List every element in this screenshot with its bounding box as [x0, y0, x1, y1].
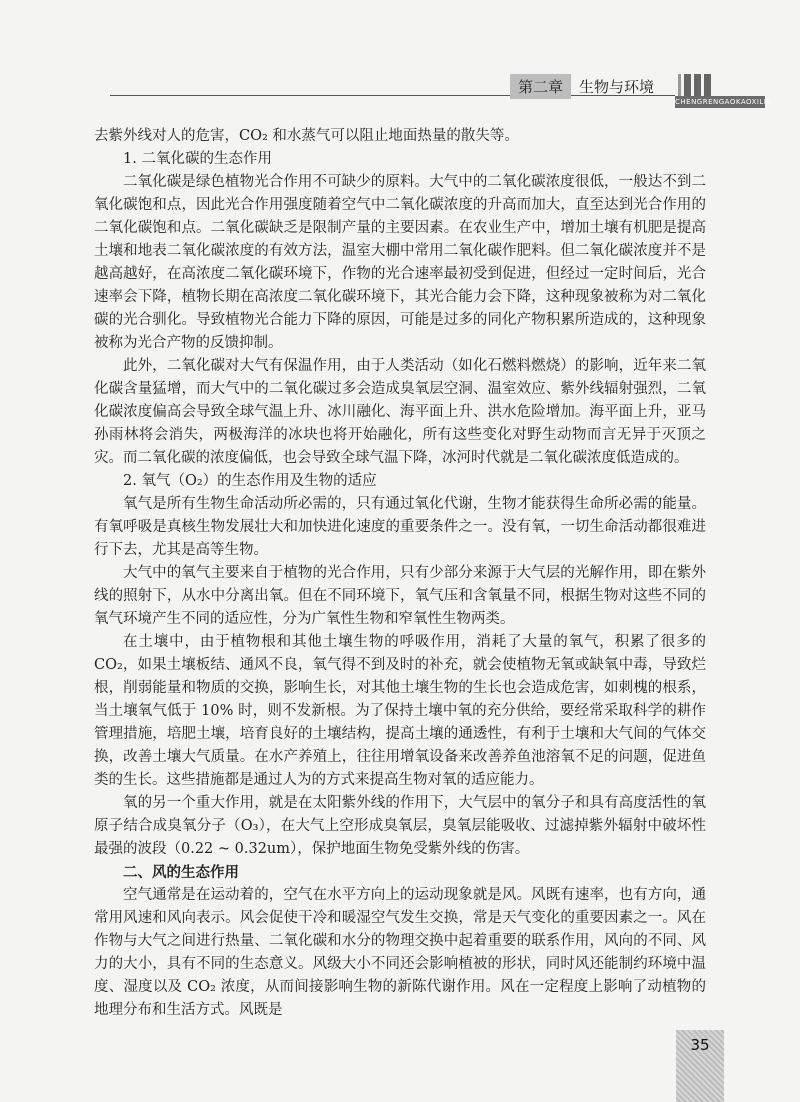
paragraph: 此外，二氧化碳对大气有保温作用，由于人类活动（如化石燃料燃烧）的影响，近年来二氧化碳含量猛增，而大气中的二氧化碳过多会造成臭氧层空洞、温室效应、紫外线辐射强烈，二氧化碳浓度偏高会导致全球气温上升、冰川融化、海平面上升、洪水危险增加。海平面上升，亚马孙雨林将会消失，两极海洋的冰块也将开始融化，所有这些变化对野生动物而言无异于灭顶之灾。而二氧化碳的浓度偏低，也会导致全球气温下降，冰河时代就是二氧化碳浓度低造成的。	[94, 358, 706, 466]
chapter-header	[510, 74, 654, 98]
section-heading: 1. 二氧化碳的生态作用	[123, 151, 272, 167]
paragraph: 在土壤中，由于植物根和其他土壤生物的呼吸作用，消耗了大量的氧气，积累了很多的 CO₂，如果土壤板结、通风不良，氧气得不到及时的补充，就会使植物无氧或缺氧中毒，导致烂根，削弱能量和物质的交换，影响生长，对其他土壤生物的生长也会造成危害，如刺槐的根系，当土壤氧气低于 10% 时，则不发新根。为了保持土壤中氧的充分供给，要经常采取科学的耕作管理措施，培肥土壤，培育良好的土壤结构，提高土壤的通透性，有利于土壤和大气间的气体交换，改善土壤大气质量。在水产养殖上，往往用增氧设备来改善养鱼池溶氧不足的问题，促进鱼类的生长。这些措施都是通过人为的方式来提高生物对氧的适应能力。	[94, 634, 706, 788]
paragraph: 氧的另一个重大作用，就是在太阳紫外线的作用下，大气层中的氧分子和具有高度活性的氧原子结合成臭氧分子（O₃），在大气上空形成臭氧层，臭氧层能吸收、过滤掉紫外辐射中破坏性最强的波段（0.22 ~ 0.32um），保护地面生物免受紫外线的伤害。	[94, 795, 706, 857]
chapter-title: 生物与环境	[579, 77, 655, 96]
paragraph: 大气中的氧气主要来自于植物的光合作用，只有少部分来源于大气层的光解作用，即在紫外线的照射下，从水中分离出氧。但在不同环境下，氧气压和含氧量不同，根据生物对这些不同的氧气环境产生不同的适应性，分为广氧性生物和窄氧性生物两类。	[94, 565, 706, 627]
header-decoration-bars	[678, 74, 711, 96]
page-number: 35	[690, 1036, 710, 1054]
section-heading: 2. 氧气（O₂）的生态作用及生物的适应	[123, 473, 377, 489]
section-heading: 二、风的生态作用	[123, 864, 239, 881]
paragraph: 去紫外线对人的危害，CO₂ 和水蒸气可以阻止地面热量的散失等。	[94, 128, 519, 144]
page-body	[94, 125, 706, 1022]
chapter-label: 第二章	[510, 74, 571, 99]
paragraph: 空气通常是在运动着的，空气在水平方向上的运动现象就是风。风既有速率，也有方向，通常用风速和风向表示。风会促使干冷和暖湿空气发生交换，常是天气变化的重要因素之一。风在作物与大气之间进行热量、二氧化碳和水分的物理交换中起着重要的联系作用，风向的不同、风力的大小，具有不同的生态意义。风级大小不同还会影响植被的形状，同时风还能制约环境中温度、湿度以及 CO₂ 浓度，从而间接影响生物的新陈代谢作用。风在一定程度上影响了动植物的地理分布和生活方式。风既是	[94, 887, 706, 1018]
series-subtitle: CHENGRENGAOKAOXILIE	[675, 98, 772, 106]
paragraph: 氧气是所有生物生命活动所必需的，只有通过氧化代谢，生物才能获得生命所必需的能量。有氧呼吸是真核生物发展壮大和加快进化速度的重要条件之一。没有氧，一切生命活动都很难进行下去，尤其是高等生物。	[94, 496, 706, 558]
paragraph: 二氧化碳是绿色植物光合作用不可缺少的原料。大气中的二氧化碳浓度很低，一般达不到二氧化碳饱和点，因此光合作用强度随着空气中二氧化碳浓度的升高而加大，直至达到光合作用的二氧化碳饱和点。二氧化碳缺乏是限制产量的主要因素。在农业生产中，增加土壤有机肥是提高土壤和地表二氧化碳浓度的有效方法，温室大棚中常用二氧化碳作肥料。但二氧化碳浓度并不是越高越好，在高浓度二氧化碳环境下，作物的光合速率最初受到促进，但经过一定时间后，光合速率会下降，植物长期在高浓度二氧化碳环境下，其光合能力会下降，这种现象被称为对二氧化碳的光合驯化。导致植物光合能力下降的原因，可能是过多的同化产物积累所造成的，这种现象被称为光合产物的反馈抑制。	[94, 174, 706, 351]
